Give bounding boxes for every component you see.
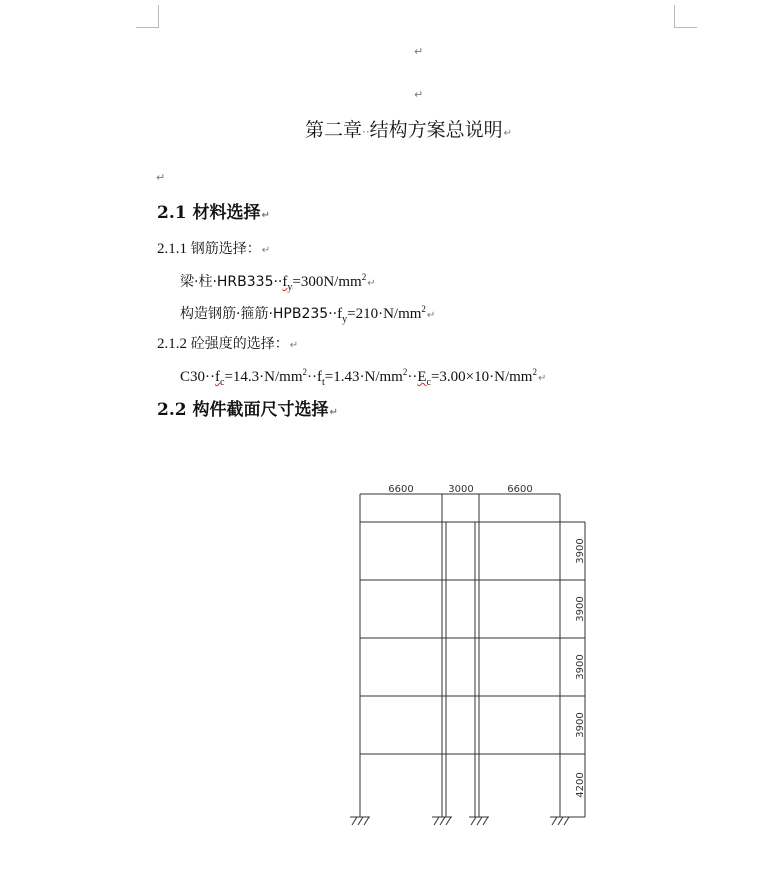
section-heading-2-2: 2.2 构件截面尺寸选择↵	[157, 400, 338, 420]
chapter-title: 第二章··结构方案总说明↵	[305, 119, 513, 141]
storey-label: 4200	[575, 772, 586, 798]
span-label: 3000	[448, 484, 474, 495]
subsection-heading-2-1-2: 2.1.2 砼强度的选择：↵	[157, 336, 299, 352]
storey-label: 3900	[575, 596, 586, 622]
subsection-heading-2-1-1: 2.1.1 钢筋选择：↵	[157, 241, 271, 257]
fixed-supports	[350, 817, 570, 825]
steel-stirrup-line: 构造钢筋·箍筋$\cdot HPB235\cdot\cdot f_y=210\cdot N/mm^2↵$	[180, 304, 436, 325]
paragraph-mark: ↵	[414, 45, 424, 58]
steel-beam-column-line: 梁·柱$\cdot HRB335\cdot\cdot f_y=300N/mm^2↵$	[180, 272, 376, 293]
storey-label: 3900	[575, 654, 586, 680]
span-label: 6600	[388, 484, 414, 495]
span-label: 6600	[507, 484, 533, 495]
crop-mark-top-left	[136, 5, 159, 28]
paragraph-mark: ↵	[156, 171, 166, 184]
concrete-strength-line: $C30\cdot\cdot f_c=14.3\cdot N/mm^2\cdot\cdot f_t=1.43\cdot N/mm^2\cdot\cdot E_c=3.00\times 10\cdot N/mm^2↵$	[180, 367, 547, 388]
crop-mark-top-right	[674, 5, 697, 28]
storey-label: 3900	[575, 538, 586, 564]
paragraph-mark: ↵	[414, 88, 424, 101]
storey-label: 3900	[575, 712, 586, 738]
frame-elevation-diagram	[345, 482, 605, 832]
section-heading-2-1: 2.1 材料选择↵	[157, 203, 270, 223]
